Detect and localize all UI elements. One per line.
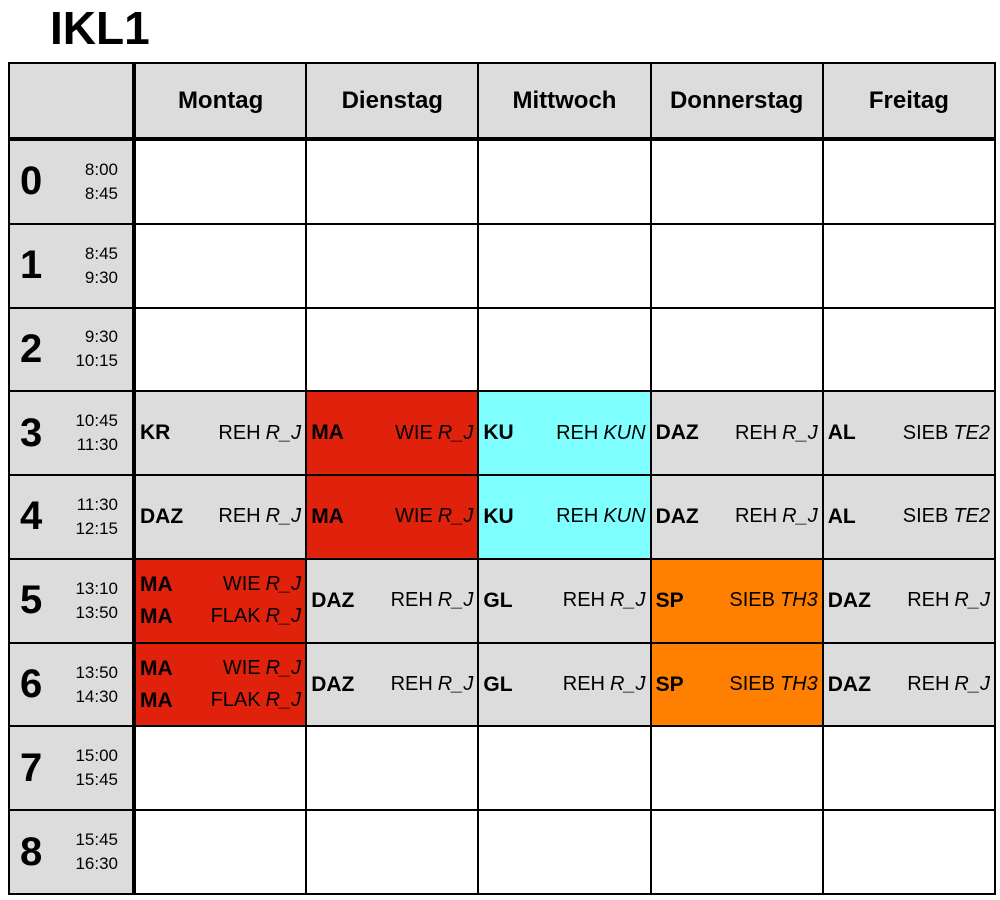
day-header: Mittwoch	[478, 63, 650, 139]
period-row	[9, 139, 995, 224]
subject: DAZ	[311, 588, 355, 612]
empty-cell	[478, 810, 650, 894]
empty-cell	[823, 726, 995, 810]
subject: KU	[483, 421, 514, 445]
empty-cell	[478, 224, 650, 308]
day-header: Freitag	[823, 63, 995, 139]
subject: DAZ	[827, 588, 871, 612]
teacher: REH	[556, 505, 599, 528]
room: R_J	[437, 421, 474, 444]
room: TH3	[779, 673, 818, 695]
corner-cell	[9, 63, 134, 139]
lesson-cell	[306, 559, 478, 643]
lesson-cell	[651, 559, 823, 643]
subject: KU	[483, 504, 514, 528]
lesson-entry	[307, 417, 477, 449]
lesson-cell	[823, 643, 995, 727]
lesson-entry	[824, 417, 994, 449]
lesson-cell	[823, 391, 995, 475]
period-time	[68, 828, 118, 876]
lesson-cell	[134, 475, 306, 559]
room: R_J	[437, 673, 474, 695]
lesson-entry	[479, 669, 649, 701]
period-end: 12:15	[75, 518, 118, 538]
teacher: SIEB	[902, 505, 949, 528]
empty-cell	[651, 726, 823, 810]
subject: MA	[311, 504, 344, 528]
empty-cell	[134, 308, 306, 392]
empty-cell	[306, 308, 478, 392]
subject: DAZ	[311, 672, 355, 696]
period-label	[9, 308, 134, 392]
lesson-entry	[652, 669, 822, 701]
empty-cell	[306, 139, 478, 224]
period-start: 8:00	[84, 159, 118, 179]
teacher: FLAK	[210, 689, 261, 711]
subject: DAZ	[827, 672, 871, 696]
period-number: 1	[20, 243, 43, 288]
room: TE2	[953, 505, 990, 528]
teacher: REH	[562, 673, 605, 695]
lesson-entry	[479, 417, 649, 449]
period-number: 4	[20, 494, 43, 539]
teacher: REH	[907, 589, 950, 612]
period-row	[9, 308, 995, 392]
lesson-entry	[652, 417, 822, 449]
empty-cell	[306, 224, 478, 308]
period-start: 13:50	[75, 662, 118, 682]
period-number: 5	[20, 578, 43, 623]
room: R_J	[437, 589, 474, 612]
empty-cell	[306, 810, 478, 894]
lesson-cell	[823, 475, 995, 559]
teacher: WIE	[222, 657, 261, 679]
room: R_J	[265, 657, 302, 679]
period-number: 7	[20, 745, 43, 790]
lesson-entry	[307, 585, 477, 617]
lesson-cell	[478, 391, 650, 475]
teacher: SIEB	[729, 589, 775, 612]
empty-cell	[651, 139, 823, 224]
period-end: 15:45	[75, 770, 118, 790]
subject: AL	[827, 504, 856, 528]
lesson-entry	[824, 669, 994, 701]
period-end: 8:45	[84, 183, 118, 203]
lesson-entry	[136, 417, 305, 449]
period-time	[68, 325, 118, 373]
teacher: FLAK	[210, 605, 261, 628]
teacher: REH	[556, 421, 599, 444]
lesson-cell	[306, 391, 478, 475]
empty-cell	[823, 139, 995, 224]
subject: MA	[140, 656, 173, 680]
teacher: REH	[390, 589, 433, 612]
period-time	[68, 661, 118, 709]
teacher: REH	[218, 421, 261, 444]
lesson-cell	[651, 643, 823, 727]
room: TH3	[779, 589, 818, 612]
empty-cell	[651, 308, 823, 392]
period-end: 13:50	[75, 602, 118, 622]
teacher: SIEB	[902, 421, 949, 444]
period-end: 14:30	[75, 686, 118, 706]
day-header: Montag	[134, 63, 306, 139]
teacher: REH	[907, 673, 950, 695]
period-label	[9, 475, 134, 559]
day-header: Donnerstag	[651, 63, 823, 139]
lesson-entry	[307, 501, 477, 533]
lesson-entry	[479, 501, 649, 533]
period-time	[68, 744, 118, 792]
lesson-cell	[306, 643, 478, 727]
lesson-cell	[134, 391, 306, 475]
empty-cell	[651, 224, 823, 308]
period-label	[9, 810, 134, 894]
empty-cell	[478, 139, 650, 224]
subject: DAZ	[655, 504, 699, 528]
period-row	[9, 224, 995, 308]
lesson-cell	[478, 559, 650, 643]
lesson-entry	[136, 569, 305, 601]
subject: MA	[140, 572, 173, 596]
room: R_J	[265, 421, 302, 444]
room: R_J	[265, 505, 302, 528]
subject: KR	[140, 421, 171, 445]
teacher: REH	[734, 505, 778, 528]
subject: DAZ	[140, 504, 184, 528]
room: R_J	[609, 589, 646, 612]
empty-cell	[134, 224, 306, 308]
room: R_J	[954, 589, 990, 612]
period-number: 2	[20, 326, 43, 371]
room: R_J	[782, 505, 818, 528]
empty-cell	[478, 726, 650, 810]
subject: AL	[827, 421, 856, 445]
period-row	[9, 559, 995, 643]
period-time	[68, 577, 118, 625]
lesson-entry	[824, 585, 994, 617]
period-start: 8:45	[84, 243, 118, 263]
empty-cell	[823, 308, 995, 392]
room: R_J	[265, 605, 302, 628]
period-start: 13:10	[75, 578, 118, 598]
period-start: 9:30	[84, 327, 118, 347]
period-label	[9, 726, 134, 810]
lesson-entry	[307, 669, 477, 701]
period-number: 0	[20, 159, 43, 204]
timetable	[8, 62, 996, 895]
subject: GL	[483, 672, 513, 696]
subject: MA	[311, 421, 344, 445]
lesson-cell	[823, 559, 995, 643]
lesson-entry	[652, 585, 822, 617]
period-start: 15:00	[75, 746, 118, 766]
period-end: 11:30	[76, 435, 118, 455]
subject: MA	[140, 688, 173, 712]
empty-cell	[134, 139, 306, 224]
subject: MA	[140, 604, 173, 628]
empty-cell	[478, 308, 650, 392]
header-row	[9, 63, 995, 139]
empty-cell	[651, 810, 823, 894]
lesson-entry	[479, 585, 649, 617]
teacher: WIE	[395, 505, 433, 528]
period-row	[9, 391, 995, 475]
teacher: WIE	[222, 573, 261, 596]
room: R_J	[265, 689, 302, 711]
day-header: Dienstag	[306, 63, 478, 139]
room: R_J	[437, 505, 474, 528]
period-number: 6	[20, 662, 43, 706]
lesson-cell	[478, 643, 650, 727]
room: KUN	[603, 421, 646, 444]
period-number: 8	[20, 829, 43, 874]
lesson-entry	[652, 501, 822, 533]
lesson-entry	[824, 501, 994, 533]
room: R_J	[609, 673, 646, 695]
lesson-entry	[136, 501, 305, 533]
lesson-cell	[306, 475, 478, 559]
period-row	[9, 726, 995, 810]
period-row	[9, 475, 995, 559]
period-row	[9, 810, 995, 894]
teacher: REH	[218, 505, 261, 528]
period-time	[68, 493, 118, 541]
lesson-cell	[134, 643, 306, 727]
empty-cell	[823, 810, 995, 894]
period-time	[68, 242, 118, 290]
period-number: 3	[20, 410, 43, 455]
period-label	[9, 139, 134, 224]
empty-cell	[823, 224, 995, 308]
teacher: REH	[562, 589, 605, 612]
period-start: 15:45	[75, 830, 118, 850]
period-end: 10:15	[75, 351, 118, 371]
period-label	[9, 559, 134, 643]
room: TE2	[953, 421, 990, 444]
empty-cell	[134, 810, 306, 894]
period-time	[68, 158, 118, 206]
teacher: REH	[390, 673, 433, 695]
page-title: IKL1	[50, 2, 150, 54]
lesson-cell	[478, 475, 650, 559]
period-time	[68, 409, 118, 457]
period-label	[9, 643, 134, 727]
period-label	[9, 391, 134, 475]
lesson-entry	[136, 601, 305, 633]
period-label	[9, 224, 134, 308]
lesson-cell	[651, 475, 823, 559]
room: R_J	[265, 573, 302, 596]
subject: DAZ	[655, 421, 699, 445]
subject: GL	[483, 588, 513, 612]
empty-cell	[134, 726, 306, 810]
room: R_J	[782, 421, 818, 444]
period-start: 11:30	[76, 494, 118, 514]
period-end: 16:30	[75, 854, 118, 874]
teacher: WIE	[395, 421, 433, 444]
teacher: REH	[734, 421, 778, 444]
lesson-entry	[136, 653, 305, 685]
empty-cell	[306, 726, 478, 810]
teacher: SIEB	[729, 673, 775, 695]
subject: SP	[655, 588, 684, 612]
room: KUN	[603, 505, 646, 528]
room: R_J	[954, 673, 990, 695]
lesson-cell	[134, 559, 306, 643]
lesson-cell	[651, 391, 823, 475]
period-end: 9:30	[84, 267, 118, 287]
period-row	[9, 643, 995, 727]
lesson-entry	[136, 685, 305, 717]
subject: SP	[655, 672, 684, 696]
period-start: 10:45	[75, 411, 118, 431]
